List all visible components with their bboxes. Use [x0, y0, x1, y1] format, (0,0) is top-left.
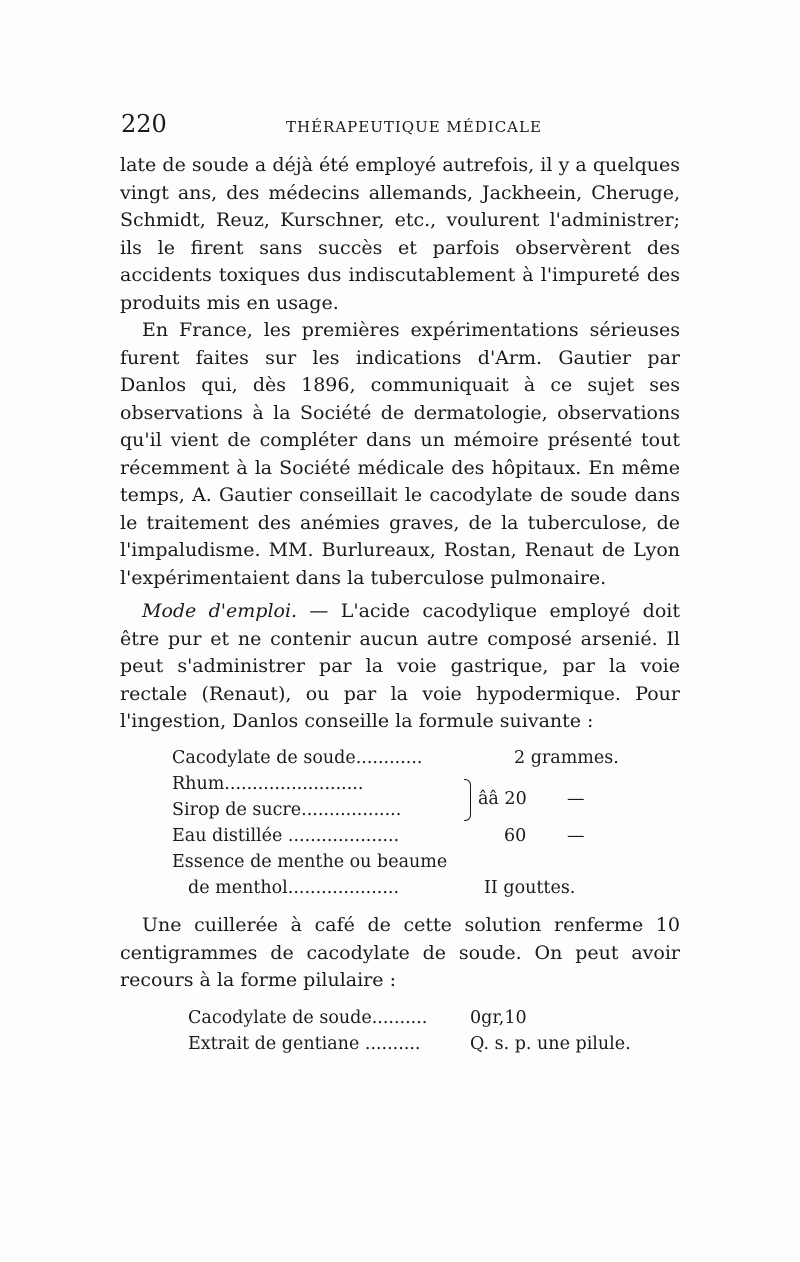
running-title: THÉRAPEUTIQUE MÉDICALE: [286, 118, 542, 136]
formula-row: [172, 745, 642, 771]
ingredient-name: Sirop de sucre..................: [172, 800, 402, 820]
formula-row-group: [172, 771, 642, 823]
formula-row: [188, 1031, 658, 1057]
paragraph-cuilleree: Une cuillerée à café de cette solution renferme 10 centigrammes de cacodylate de soude. On peut avoir recours à la forme pilulaire :: [120, 914, 680, 991]
body-text-after: [120, 912, 680, 995]
ditto-dash: —: [567, 826, 585, 846]
formula-row: [172, 823, 642, 849]
formula-row: [188, 1005, 658, 1031]
body-text: [120, 152, 680, 736]
ingredient-quantity: 2 grammes.: [514, 748, 619, 768]
ingredient-quantity: II gouttes.: [484, 878, 576, 898]
mode-emploi-text: — L'acide cacodylique employé doit être pur et ne contenir aucun autre composé arsenié. Il peut s'administrer par la voie gastrique, par la voie rectale (Renaut), ou par la voie hypodermique. Pour l'ingestion, Danlos conseille la formule suivante :: [120, 600, 680, 732]
ingredient-quantity: 0gr,10: [470, 1008, 527, 1028]
ingredient-quantity: 60: [504, 826, 527, 846]
paragraph-mode-emploi: [120, 598, 680, 736]
formula-row: [172, 875, 642, 901]
ingredient-name: de menthol....................: [188, 878, 400, 898]
paragraph-france: En France, les premières expérimentations sérieuses furent faites sur les indications d'Arm. Gautier par Danlos qui, dès 1896, communiquait à ce sujet ses observations à la Société de dermatologie, observations qu'il vient de compléter dans un mémoire présenté tout récemment à la Société médicale des hôpitaux. En même temps, A. Gautier conseillait le cacodylate de soude dans le traitement des anémies graves, de la tuberculose, de l'impaludisme. MM. Burlureaux, Rostan, Renaut de Lyon l'expérimentaient dans la tuberculose pulmonaire.: [120, 319, 680, 589]
page-number: 220: [121, 110, 167, 138]
ingredient-name: Eau distillée ....................: [172, 826, 400, 846]
formula-pilulaire: [188, 1005, 658, 1057]
ingredient-name: Extrait de gentiane ..........: [188, 1034, 421, 1054]
ingredient-quantity: Q. s. p. une pilule.: [470, 1034, 631, 1054]
formula-danlos: [172, 745, 642, 901]
ingredient-name: Cacodylate de soude............: [172, 748, 423, 768]
ingredient-name: Essence de menthe ou beaume: [172, 852, 448, 872]
ingredient-name: Cacodylate de soude..........: [188, 1008, 428, 1028]
ingredient-quantity: ââ 20: [478, 789, 527, 809]
paragraph-continuation: late de soude a déjà été employé autrefois, il y a quelques vingt ans, des médecins allemands, Jackheein, Cheruge, Schmidt, Reuz, Kurschner, etc., voulurent l'administrer; ils le firent sans succès et parfois observèrent des accidents toxiques dus indiscutablement à l'impureté des produits mis en usage.: [120, 154, 680, 314]
ingredient-name: Rhum.........................: [172, 774, 364, 794]
formula-row: [172, 849, 642, 875]
brace-icon: [464, 779, 471, 821]
mode-emploi-heading: Mode d'emploi.: [142, 600, 298, 622]
page-header: [121, 110, 681, 144]
ditto-dash: —: [567, 789, 585, 809]
